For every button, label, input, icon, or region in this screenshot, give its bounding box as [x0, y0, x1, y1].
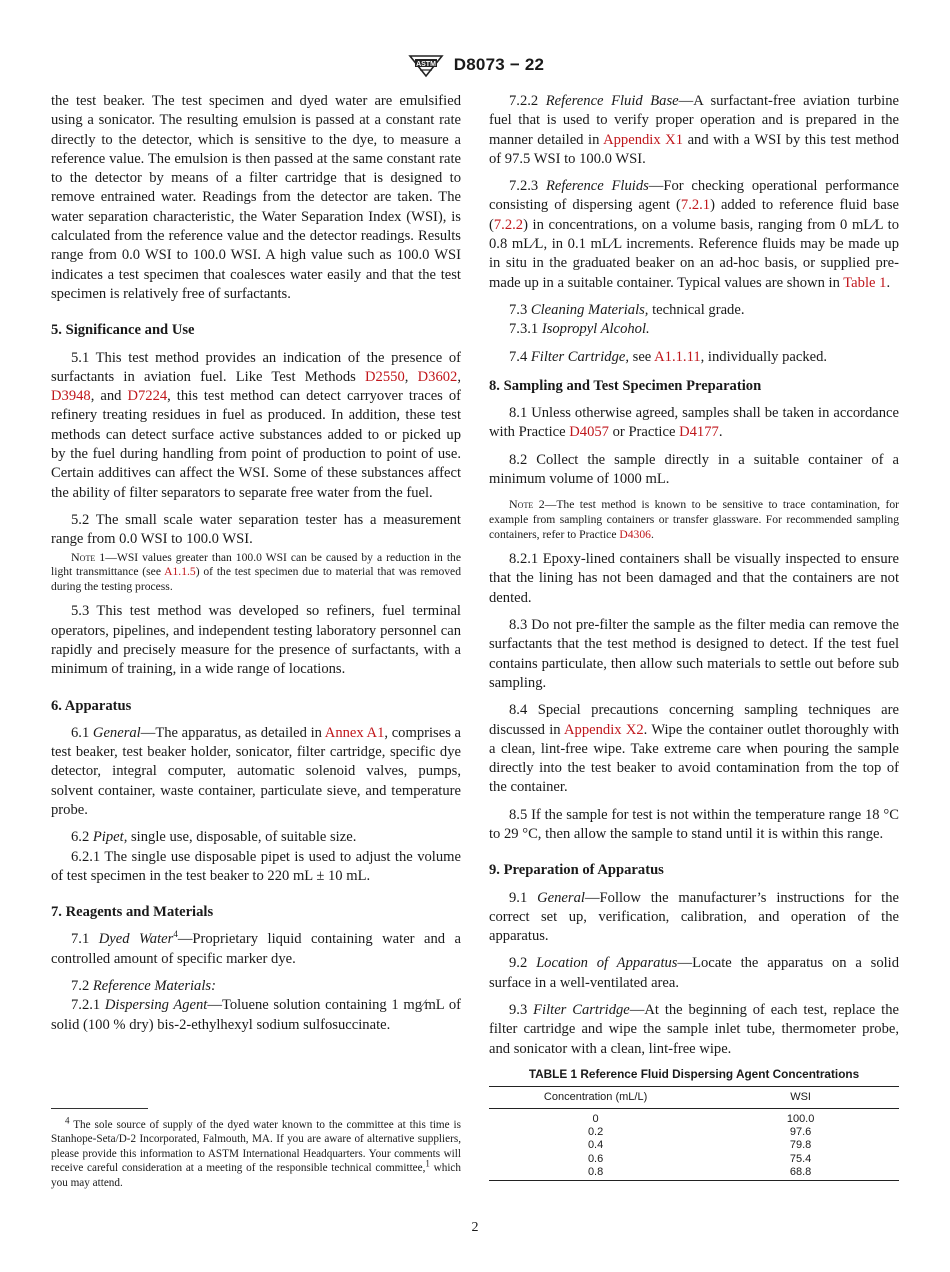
table-row	[489, 1139, 899, 1152]
paragraph-9-2: 9.2 Location of Apparatus—Locate the apparatus on a solid surface in a well-ventilated area.	[489, 955, 900, 991]
paragraph-9-3: 9.3 Filter Cartridge—At the beginning of each test, replace the filter cartridge and wipe the sample inlet tube, thermometer probe, and sonicator with a clean, lint-free wipe.	[489, 1002, 899, 1057]
section-7-heading: 7. Reagents and Materials	[51, 904, 214, 921]
table-cell: 79.8	[789, 1139, 812, 1152]
left-column	[51, 92, 461, 1043]
paragraph-7-2-2: 7.2.2 Reference Fluid Base—A surfactant-free aviation turbine fuel that is used to verify proper operation and is prepared in the manner detailed in Appendix X1 and with a WSI by this test method of 97.5 WSI to 100.0 WSI.	[489, 93, 899, 167]
paragraph-5-2: 5.2 The small scale water separation tester has a measurement range from 0.0 WSI to 100.0 WSI.	[51, 511, 461, 548]
astm-logo-icon	[406, 52, 446, 78]
table-1	[489, 1086, 899, 1182]
link-7-2-1[interactable]: 7.2.1	[680, 197, 711, 214]
table-row	[489, 1126, 899, 1139]
paragraph-9-1: 9.1 General—Follow the manufacturer’s instructions for the correct set up, verification, calibration, and operation of the apparatus.	[489, 889, 899, 945]
table-cell: 68.8	[789, 1165, 812, 1178]
page-number: 2	[471, 1220, 479, 1235]
paragraph-6-2: 6.2 Pipet, single use, disposable, of suitable size.	[71, 829, 357, 846]
table-cell: 0	[592, 1113, 599, 1125]
svg-text:ASTM: ASTM	[415, 61, 436, 68]
paragraph-8-2-1: 8.2.1 Epoxy-lined containers shall be visually inspected to ensure that the lining has not been damaged and that the containers are not dented.	[489, 551, 899, 606]
link-d4177[interactable]: D4177	[679, 424, 719, 441]
paragraph-4-continued: the test beaker. The test specimen and dyed water are emulsified using a sonicator. The resulting emulsion is passed at a constant rate directly to the detector, which is sensitive to the dye, to measure a reference value. The emulsion is then passed at the same constant rate to the detector by means of a filter cartridge that is designed to remove entrained water. Readings from the detector are taken. The water separation characteristic, the Water Separation Index (WSI), is calculated from the reference value and the detector readings. Results range from 0.0 WSI to 100.0 WSI. A high value such as 100.0 WSI indicates a test specimen that coalesces water easily and that the test specimen is relatively free of surfactants.	[51, 93, 461, 302]
note-1: Note 1—WSI values greater than 100.0 WSI can be caused by a reduction in the light transmittance (see A1.1.5) of the test specimen due to material that was removed during the testing process.	[51, 549, 461, 593]
document-id: D8073 − 22	[453, 55, 545, 74]
paragraph-8-1: 8.1 Unless otherwise agreed, samples shall be taken in accordance with Practice D4057 or Practice D4177.	[489, 405, 899, 441]
table-cell: 0.2	[587, 1126, 604, 1139]
paragraph-7-1: 7.1 Dyed Water$^4$—Proprietary liquid containing water and a controlled amount of specific marker dye.	[51, 929, 462, 967]
link-appendix-x2[interactable]: Appendix X2	[564, 721, 644, 738]
link-d3948[interactable]: D3948	[51, 388, 91, 405]
link-a1-1-11[interactable]: A1.1.11	[654, 348, 701, 365]
paragraph-8-5: 8.5 If the sample for test is not within the temperature range 18 °C to 29 °C, then allow the sample to stand until it is within this range.	[489, 806, 899, 842]
table-header-wsi: WSI	[702, 1087, 899, 1109]
section-9-heading: 9. Preparation of Apparatus	[489, 862, 664, 879]
table-header-row	[489, 1087, 899, 1109]
table-cell: 0.8	[587, 1165, 604, 1178]
section-6-heading: 6. Apparatus	[51, 697, 132, 714]
section-8-heading: 8. Sampling and Test Specimen Preparation	[489, 377, 762, 394]
note-2: Note 2—The test method is known to be sensitive to trace contamination, for example from sampling containers or transfer glassware. For recommended sampling containers, refer to Practice D4306.	[489, 497, 900, 541]
link-d4306[interactable]: D4306	[619, 527, 651, 541]
table-cell: 97.6	[789, 1126, 812, 1139]
table-cell: 100.0	[786, 1113, 815, 1125]
table-1-title: TABLE 1 Reference Fluid Dispersing Agent Concentrations	[528, 1067, 860, 1081]
paragraph-6-2-1: 6.2.1 The single use disposable pipet is used to adjust the volume of test specimen in the test beaker to 220 mL ± 10 mL.	[51, 848, 461, 884]
footnote-divider	[51, 1108, 148, 1109]
paragraph-7-3-1: 7.3.1 Isopropyl Alcohol.	[509, 321, 650, 338]
link-d3602[interactable]: D3602	[417, 368, 458, 385]
footnote-ref-4: 4	[173, 929, 178, 940]
link-d4057[interactable]: D4057	[569, 424, 609, 441]
footnote-4: $^4$ The sole source of supply of the dyed water known to the committee at this time is Stanhope-Seta/D-2 Incorporated, Falmouth, MA. If you are aware of alternative suppliers, please provide this information to ASTM International Headquarters. Your comments will receive careful consideration at a meeting of the responsible technical committee,$^1$ which you may attend.	[51, 1115, 461, 1189]
table-header-concentration: Concentration (mL/L)	[489, 1087, 702, 1109]
paragraph-6-1: 6.1 General—The apparatus, as detailed in Annex A1, comprises a test beaker, test beaker holder, sonicator, filter cartridge, specific dye detector, integral computer, automatic solenoid valves, pumps, solvent container, waste container, particulate sieve, and temperature probe.	[51, 724, 462, 818]
paragraph-5-3: 5.3 This test method was developed so refiners, fuel terminal operators, pipelines, and independent testing laboratory personnel can rapidly and precisely measure for the presence of surfactants, with a minimum of training, in a wide range of locations.	[51, 603, 461, 678]
link-7-2-2[interactable]: 7.2.2	[493, 216, 524, 233]
link-appendix-x1[interactable]: Appendix X1	[603, 131, 684, 148]
link-d7224[interactable]: D7224	[127, 388, 168, 405]
paragraph-8-4: 8.4 Special precautions concerning sampling techniques are discussed in Appendix X2. Wipe the container outlet thoroughly with a clean, lint-free wipe. Take extreme care when pouring the sample directly into the test beaker to avoid contamination from the top of the container.	[489, 702, 899, 796]
paragraph-5-1: 5.1 This test method provides an indication of the presence of surfactants in aviation fuel. Like Test Methods D2550, D3602, D3948, and D7224, this test method can detect carryover traces of refinery treating residues in fuel as produced. In addition, these test methods can detect surface active substances added to or picked up by the fuel during handling from point of production to point of use. Certain additives can affect the WSI. Some of these substances affect the ability of filter separators to separate free water from the fuel.	[51, 349, 461, 501]
paragraph-7-4: 7.4 Filter Cartridge, see A1.1.11, individually packed.	[509, 348, 828, 365]
section-5-heading: 5. Significance and Use	[51, 322, 195, 339]
table-row	[489, 1109, 899, 1127]
paragraph-7-2: 7.2 Reference Materials:	[71, 978, 216, 995]
right-column	[489, 92, 899, 1067]
link-table-1[interactable]: Table 1	[843, 274, 887, 291]
table-cell: 75.4	[789, 1152, 812, 1165]
table-cell: 0.6	[587, 1152, 604, 1165]
link-annex-a1[interactable]: Annex A1	[324, 724, 385, 741]
paragraph-7-2-1: 7.2.1 Dispersing Agent—Toluene solution containing 1 mg⁄mL of solid (100 % dry) bis-2-ethylhexyl sodium sulfosuccinate.	[51, 997, 461, 1033]
link-d2550[interactable]: D2550	[365, 368, 405, 385]
paragraph-7-3: 7.3 Cleaning Materials, technical grade.	[509, 301, 745, 318]
table-row	[489, 1153, 899, 1166]
paragraph-8-2: 8.2 Collect the sample directly in a suitable container of a minimum volume of 1000 mL.	[489, 451, 899, 488]
paragraph-7-2-3: 7.2.3 Reference Fluids—For checking operational performance consisting of dispersing agent (7.2.1) added to reference fluid base (7.2.2) in concentrations, on a volume basis, ranging from 0 mL⁄L to 0.8 mL⁄L, in 0.1 mL⁄L increments. Reference fluids may be made up in situ in the graduated beaker on an ad-hoc basis, or supplied pre-made up in a suitable container. Typical values are shown in Table 1.	[489, 178, 899, 291]
table-cell: 0.4	[587, 1139, 604, 1152]
link-a1-1-5[interactable]: A1.1.5	[164, 565, 196, 579]
paragraph-8-3: 8.3 Do not pre-filter the sample as the filter media can remove the surfactants that the test method is designed to detect. If the test fuel contains particulate, then allow such materials to settle out before sub sampling.	[489, 617, 899, 691]
page-header	[0, 52, 950, 80]
table-bottom-rule	[489, 1180, 899, 1181]
